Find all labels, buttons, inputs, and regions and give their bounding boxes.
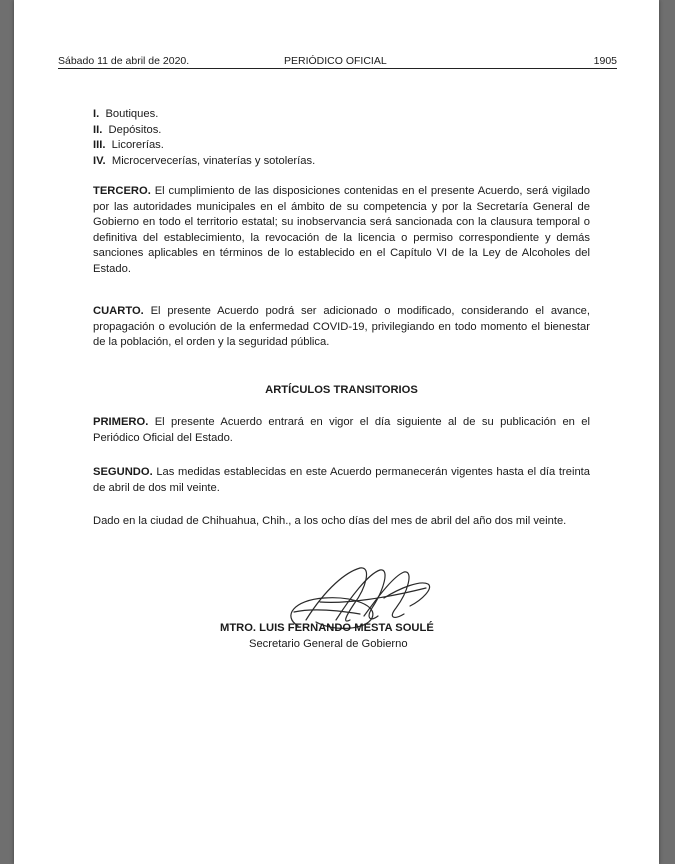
section-heading: ARTÍCULOS TRANSITORIOS — [265, 384, 418, 396]
signer-title: Secretario General de Gobierno — [249, 638, 408, 650]
page-header — [58, 54, 617, 69]
list-item: IV. Microcervecerías, vinaterías y sotolerías. — [93, 154, 316, 167]
list-item: III. Licorerías. — [93, 139, 164, 151]
establishment-list — [93, 107, 590, 169]
paragraph-text: El presente Acuerdo podrá ser adicionado o modificado, considerando el avance, propagación o evolución de la enfermedad COVID-19, privilegiando en todo momento el bienestar de la población, el orden y la seguridad pública. — [93, 305, 590, 348]
list-item: I. Boutiques. — [93, 108, 159, 120]
paragraph-cuarto — [93, 304, 590, 351]
paragraph-lead: CUARTO. — [93, 305, 144, 317]
paragraph-lead: TERCERO. — [93, 185, 151, 197]
signer-name: MTRO. LUIS FERNANDO MESTA SOULÉ — [220, 622, 434, 634]
paragraph-tercero — [93, 184, 590, 277]
list-item: II. Depósitos. — [93, 123, 162, 136]
header-title: PERIÓDICO OFICIAL — [284, 55, 387, 67]
paragraph-text: El presente Acuerdo entrará en vigor el día siguiente al de su publicación en el Periódico Oficial del Estado. — [93, 416, 590, 444]
paragraph-primero — [93, 415, 590, 446]
header-page-number: 1905 — [593, 55, 617, 67]
paragraph-segundo — [93, 465, 590, 496]
paragraph-lead: SEGUNDO. — [93, 466, 153, 478]
header-date: Sábado 11 de abril de 2020. — [58, 55, 190, 67]
document-page — [14, 0, 659, 864]
paragraph-dado: Dado en la ciudad de Chihuahua, Chih., a los ocho días del mes de abril del año dos mil veinte. — [93, 515, 567, 527]
paragraph-lead: PRIMERO. — [93, 416, 149, 428]
paragraph-text: El cumplimiento de las disposiciones contenidas en el presente Acuerdo, será vigilado por las autoridades municipales en el ámbito de su competencia y por la Secretaría General de Gobierno en todo el territorio estatal; su inobservancia será sancionada con la clausura temporal o definitiva del establecimiento, la revocación de la licencia o permiso correspondiente y demás sanciones aplicables en términos de lo establecido en el Capítulo VI de la Ley de Alcoholes del Estado. — [93, 185, 590, 275]
paragraph-text: Las medidas establecidas en este Acuerdo permanecerán vigentes hasta el día treinta de abril de dos mil veinte. — [93, 466, 590, 494]
